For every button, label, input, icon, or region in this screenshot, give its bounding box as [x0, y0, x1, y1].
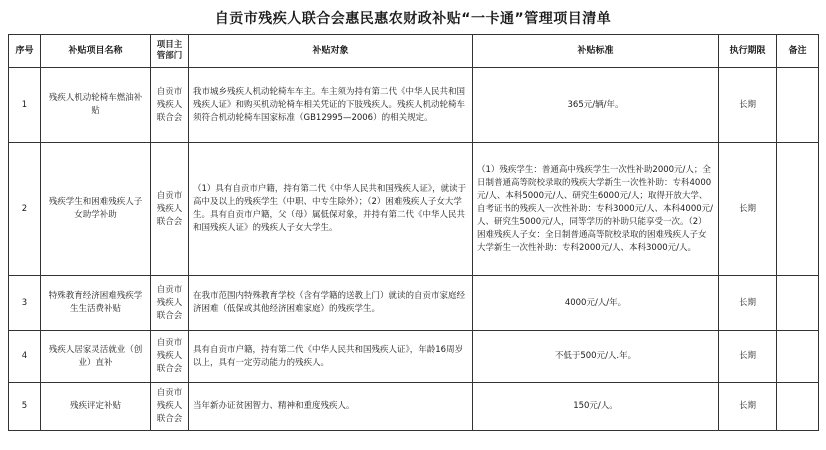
header-name: 补贴项目名称 [41, 35, 151, 68]
row-name: 特殊教育经济困难残疾学生生活费补贴 [41, 276, 151, 331]
row-name: 残疾人机动轮椅车燃油补贴 [41, 68, 151, 143]
header-target: 补贴对象 [189, 35, 473, 68]
row-target: （1）具有自贡市户籍，持有第二代《中华人民共和国残疾人证》，就读于高中及以上的残疾学生（中职、中专生除外）；（2）困难残疾人子女大学生。具有自贡市户籍，父（母）属低保对象，并持有第二代《中华人民共和国残疾人证》的残疾人子女大学生。 [189, 143, 473, 276]
row-no: 5 [9, 383, 41, 431]
row-target: 我市城乡残疾人机动轮椅车车主。车主须为持有第二代《中华人民共和国残疾人证》和购买机动轮椅车相关凭证的下肢残疾人。残疾人机动轮椅车须符合机动轮椅车国家标准（GB12995—2006）的相关规定。 [189, 68, 473, 143]
row-note [777, 383, 819, 431]
table-row [9, 276, 819, 331]
row-org: 自贡市残疾人联合会 [151, 68, 189, 143]
row-name: 残疾评定补贴 [41, 383, 151, 431]
row-standard: 365元/辆/年。 [473, 68, 719, 143]
header-period: 执行期限 [719, 35, 777, 68]
header-note: 备注 [777, 35, 819, 68]
row-name: 残疾人居家灵活就业（创业）直补 [41, 331, 151, 383]
header-row [9, 35, 819, 68]
table-row [9, 68, 819, 143]
row-target: 当年新办证贫困智力、精神和重度残疾人。 [189, 383, 473, 431]
row-name: 残疾学生和困难残疾人子女助学补助 [41, 143, 151, 276]
header-standard: 补贴标准 [473, 35, 719, 68]
table-row [9, 383, 819, 431]
row-period: 长期 [719, 68, 777, 143]
row-org: 自贡市残疾人联合会 [151, 143, 189, 276]
header-no: 序号 [9, 35, 41, 68]
row-standard: 不低于500元/人.年。 [473, 331, 719, 383]
row-period: 长期 [719, 276, 777, 331]
table-row [9, 331, 819, 383]
document-title: 自贡市残疾人联合会惠民惠农财政补贴“一卡通”管理项目清单 [214, 11, 612, 27]
subsidy-table [8, 34, 819, 431]
row-org: 自贡市残疾人联合会 [151, 383, 189, 431]
row-no: 1 [9, 68, 41, 143]
row-note [777, 276, 819, 331]
table-row [9, 143, 819, 276]
row-standard: （1）残疾学生：普通高中残疾学生一次性补助2000元/人；全日制普通高等院校录取的残疾大学新生一次性补助：专科4000元/人、本科5000元/人、研究生6000元/人；取得开放大学、自考证书的残疾人一次性补助：专科3000元/人、本科4000元/人、研究生5000元/人，同等学历的补助只能享受一次。（2）困难残疾人子女：全日制普通高等院校录取的困难残疾人子女大学新生一次性补助：专科2000元/人、本科3000元/人。 [473, 143, 719, 276]
row-note [777, 331, 819, 383]
row-org: 自贡市残疾人联合会 [151, 276, 189, 331]
row-period: 长期 [719, 143, 777, 276]
row-no: 2 [9, 143, 41, 276]
row-period: 长期 [719, 331, 777, 383]
row-no: 3 [9, 276, 41, 331]
row-standard: 150元/人。 [473, 383, 719, 431]
row-target: 具有自贡市户籍，持有第二代《中华人民共和国残疾人证》，年龄16周岁以上，具有一定劳动能力的残疾人。 [189, 331, 473, 383]
row-note [777, 143, 819, 276]
row-standard: 4000元/人/年。 [473, 276, 719, 331]
row-no: 4 [9, 331, 41, 383]
row-note [777, 68, 819, 143]
row-target: 在我市范围内特殊教育学校（含有学籍的送教上门）就读的自贡市家庭经济困难（低保或其他经济困难家庭）的残疾学生。 [189, 276, 473, 331]
row-org: 自贡市残疾人联合会 [151, 331, 189, 383]
header-org: 项目主管部门 [151, 35, 189, 68]
row-period: 长期 [719, 383, 777, 431]
